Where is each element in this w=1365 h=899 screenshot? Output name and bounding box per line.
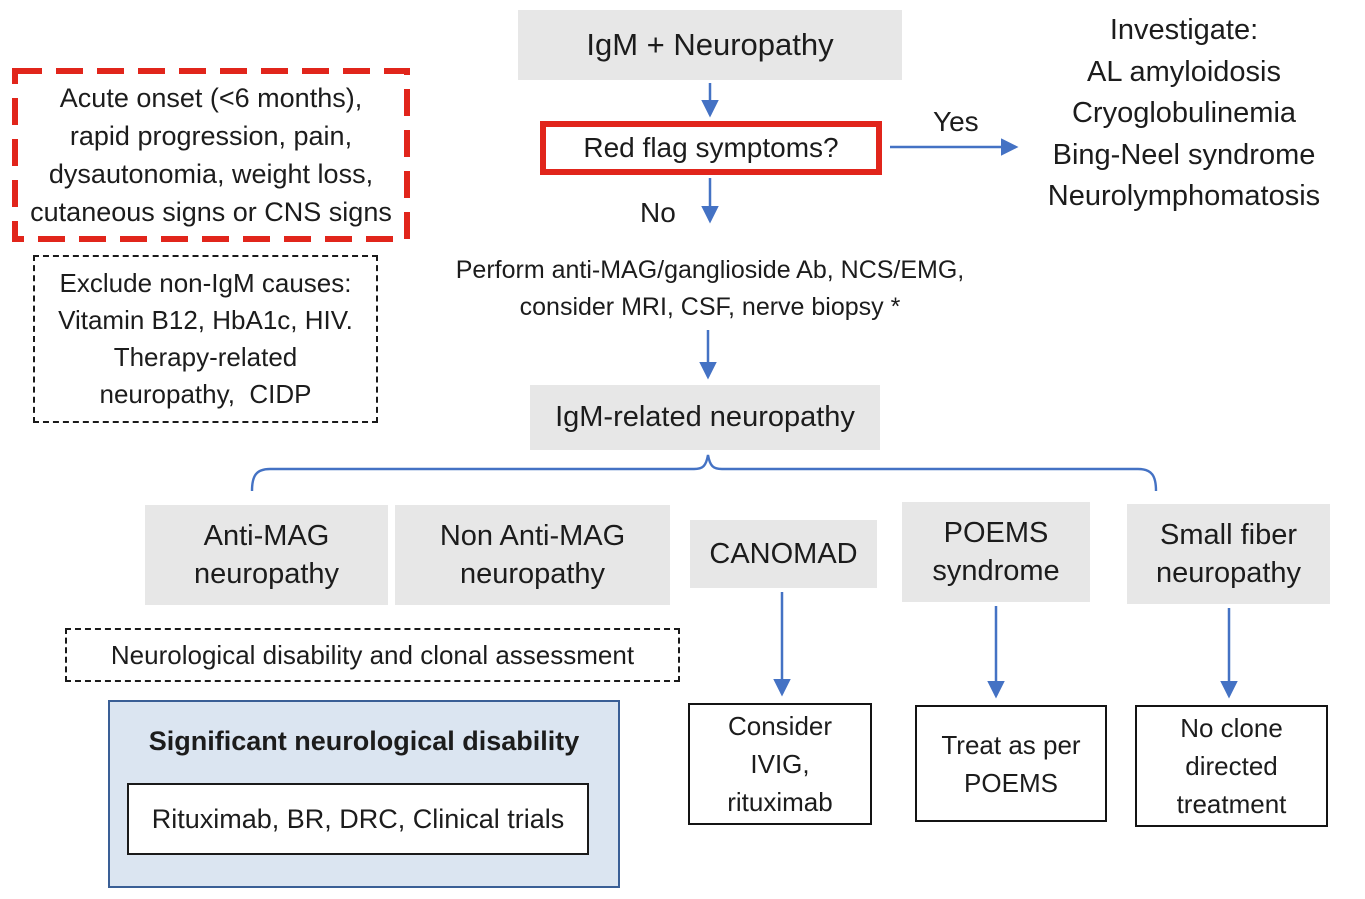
- treatment-line: Treat as per: [941, 729, 1081, 760]
- perform-line: Perform anti-MAG/ganglioside Ab, NCS/EMG,: [455, 256, 965, 284]
- treatment-line: directed: [1185, 751, 1278, 781]
- criteria-line: dysautonomia, weight loss,: [48, 159, 374, 189]
- branch-small-fiber-box: [1127, 504, 1330, 604]
- branch-line: syndrome: [932, 555, 1060, 587]
- no-label: No: [640, 197, 676, 228]
- branch-line: neuropathy: [459, 558, 606, 590]
- branch-line: Anti-MAG: [203, 520, 330, 552]
- disability-box: [108, 700, 620, 888]
- investigate-line: Neurolymphomatosis: [1047, 180, 1321, 213]
- branch-canomad-box: [690, 520, 877, 588]
- treatment-line: No clone: [1180, 713, 1283, 743]
- red-flag-criteria-box: [22, 78, 400, 232]
- criteria-line: rapid progression, pain,: [69, 121, 353, 151]
- igm-related-box: [530, 385, 880, 450]
- treatment-label: Rituximab, BR, DRC, Clinical trials: [151, 803, 565, 834]
- treatment-line: POEMS: [964, 767, 1058, 798]
- branch-line: CANOMAD: [709, 538, 858, 570]
- exclude-line: neuropathy, CIDP: [99, 379, 312, 409]
- treatment-line: treatment: [1176, 789, 1287, 819]
- branch-line: POEMS: [943, 517, 1049, 549]
- branch-non-anti-mag-box: [395, 505, 670, 605]
- branch-bracket: [252, 455, 1156, 491]
- treatment-inner-box: [127, 783, 589, 855]
- treatment-line: Consider: [727, 711, 833, 741]
- igm-neuropathy-box: [518, 10, 902, 80]
- exclude-line: Vitamin B12, HbA1c, HIV.: [58, 305, 353, 335]
- criteria-line: cutaneous signs or CNS signs: [30, 197, 392, 227]
- perform-tests-text: [430, 250, 990, 328]
- red-flag-label: Red flag symptoms?: [583, 132, 839, 163]
- assessment-label: Neurological disability and clonal assessment: [110, 639, 635, 670]
- disability-title: Significant neurological disability: [148, 726, 580, 756]
- exclude-line: Exclude non-IgM causes:: [59, 268, 352, 298]
- branch-line: neuropathy: [193, 558, 340, 590]
- red-flag-box: [540, 121, 882, 175]
- branch-poems-box: [902, 502, 1090, 602]
- investigate-line: Bing-Neel syndrome: [1052, 138, 1316, 171]
- canomad-treatment-box: [688, 703, 872, 825]
- criteria-line: Acute onset (<6 months),: [59, 83, 363, 113]
- yes-label: Yes: [933, 106, 979, 137]
- small-fiber-treatment-box: [1135, 705, 1328, 827]
- branch-anti-mag-box: [145, 505, 388, 605]
- investigate-line: Investigate:: [1109, 14, 1259, 47]
- perform-line: consider MRI, CSF, nerve biopsy *: [519, 293, 901, 321]
- poems-treatment-box: [915, 705, 1107, 822]
- exclude-causes-box: [33, 255, 378, 423]
- investigate-list: [1005, 10, 1363, 218]
- exclude-line: Therapy-related: [113, 342, 298, 372]
- treatment-line: IVIG,: [750, 749, 810, 779]
- igm-related-label: IgM-related neuropathy: [555, 401, 855, 433]
- investigate-line: Cryoglobulinemia: [1071, 97, 1297, 130]
- branch-line: neuropathy: [1155, 557, 1302, 589]
- treatment-line: rituximab: [727, 787, 833, 817]
- branch-line: Small fiber: [1160, 519, 1297, 551]
- investigate-line: AL amyloidosis: [1087, 55, 1281, 88]
- assessment-box: [65, 628, 680, 682]
- igm-neuropathy-label: IgM + Neuropathy: [586, 27, 834, 62]
- branch-line: Non Anti-MAG: [439, 520, 626, 552]
